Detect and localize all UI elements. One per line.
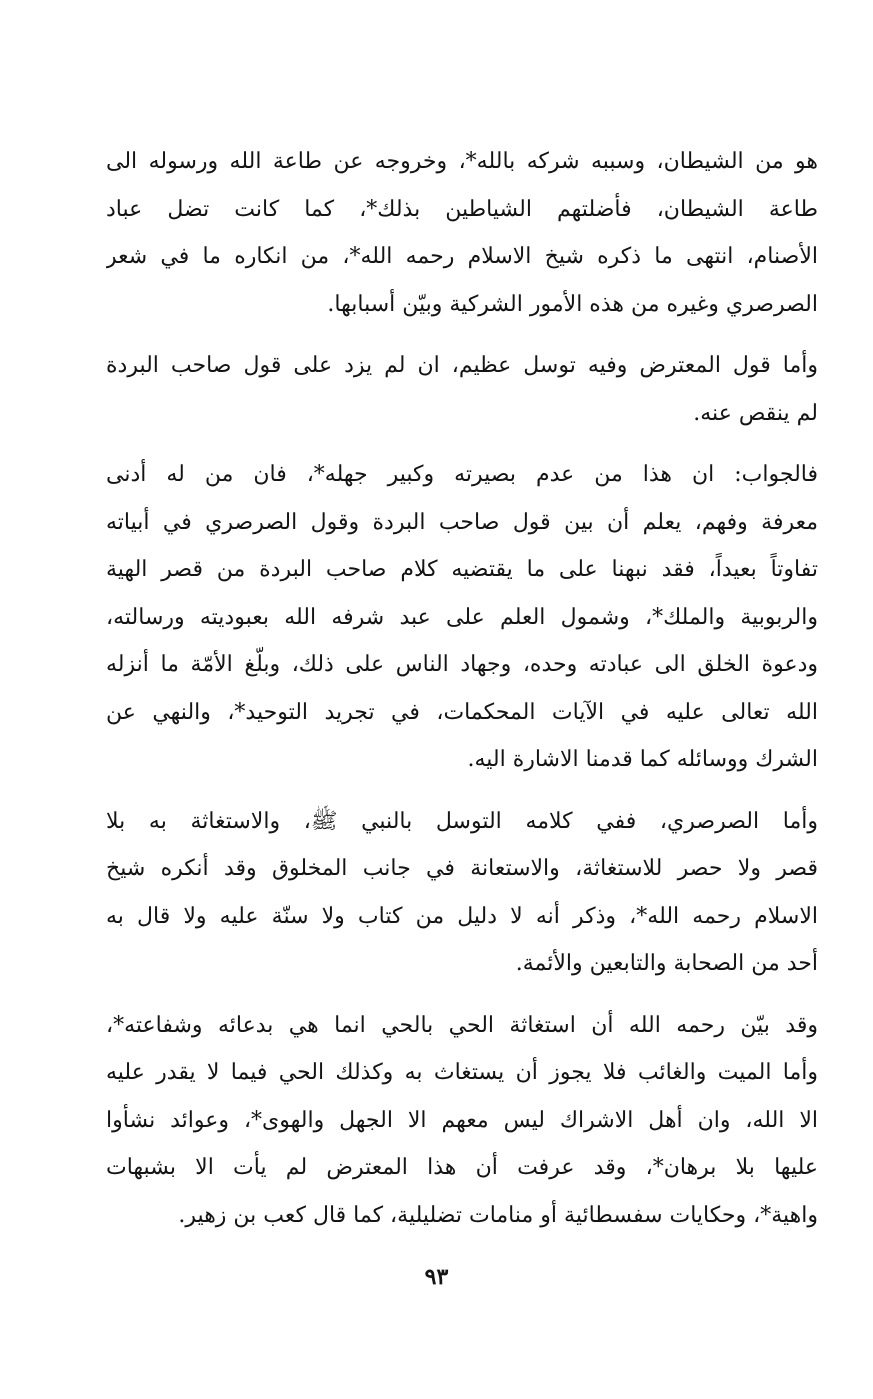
text-line: هو من الشيطان، وسببه شركه بالله*، وخروجه عن طاعة الله ورسوله الى <box>106 149 818 174</box>
text-line: معرفة وفهم، يعلم أن بين قول صاحب البردة وقول الصرصري في أبياته <box>106 509 818 535</box>
text-line: لم ينقص عنه. <box>693 400 818 426</box>
text-line: الله تعالى عليه في الآيات المحكمات، في تجريد التوحيد*، والنهي عن <box>106 699 818 725</box>
text-line: طاعة الشيطان، فأضلتهم الشياطين بذلك*، كما كانت تضل عباد <box>106 196 818 222</box>
paragraph-4 <box>106 798 818 988</box>
text-line: تفاوتاً بعيداً، فقد نبهنا على ما يقتضيه كلام صاحب البردة من قصر الهية <box>106 557 818 582</box>
text-line: وأما الصرصري، ففي كلامه التوسل بالنبي ﷺ، والاستغاثة به بلا <box>106 808 818 834</box>
text-line: وقد بيّن رحمه الله أن استغاثة الحي بالحي انما هي بدعائه وشفاعته*، <box>106 1012 818 1038</box>
text-line: قصر ولا حصر للاستغاثة، والاستعانة في جانب المخلوق وقد أنكره شيخ <box>106 856 818 881</box>
page-number: ٩٣ <box>424 1264 449 1290</box>
paragraph-5 <box>106 1002 818 1240</box>
text-line: الأصنام، انتهى ما ذكره شيخ الاسلام رحمه الله*، من انكاره ما في شعر <box>106 244 818 269</box>
text-line: فالجواب: ان هذا من عدم بصيرته وكبير جهله*، فان من له أدنى <box>106 462 818 487</box>
body-text <box>106 138 818 1253</box>
text-line: الصرصري وغيره من هذه الأمور الشركية وبيّن أسبابها. <box>327 291 818 317</box>
text-line: الا الله، وان أهل الاشراك ليس معهم الا الجهل والهوى*، وعوائد نشأوا <box>106 1107 818 1133</box>
text-line: الشرك ووسائله كما قدمنا الاشارة اليه. <box>467 747 818 772</box>
text-line: أحد من الصحابة والتابعين والأئمة. <box>515 951 818 976</box>
text-line: والربوبية والملك*، وشمول العلم على عبد شرفه الله بعبوديته ورسالته، <box>106 604 818 630</box>
text-line: واهية*، وحكايات سفسطائية أو منامات تضليلية، كما قال كعب بن زهير. <box>178 1202 818 1228</box>
text-line: وأما قول المعترض وفيه توسل عظيم، ان لم يزد على قول صاحب البردة <box>106 353 818 378</box>
paragraph-1 <box>106 138 818 328</box>
text-line: عليها بلا برهان*، وقد عرفت أن هذا المعترض لم يأت الا بشبهات <box>106 1155 818 1180</box>
text-line: الاسلام رحمه الله*، وذكر أنه لا دليل من كتاب ولا سنّة عليه ولا قال به <box>106 903 818 929</box>
text-line: وأما الميت والغائب فلا يجوز أن يستغاث به وكذلك الحي فيما لا يقدر عليه <box>106 1060 818 1085</box>
paragraph-3 <box>106 451 818 784</box>
paragraph-2 <box>106 342 818 437</box>
text-line: ودعوة الخلق الى عبادته وحده، وجهاد الناس على ذلك، وبلّغ الأمّة ما أنزله <box>106 652 818 677</box>
